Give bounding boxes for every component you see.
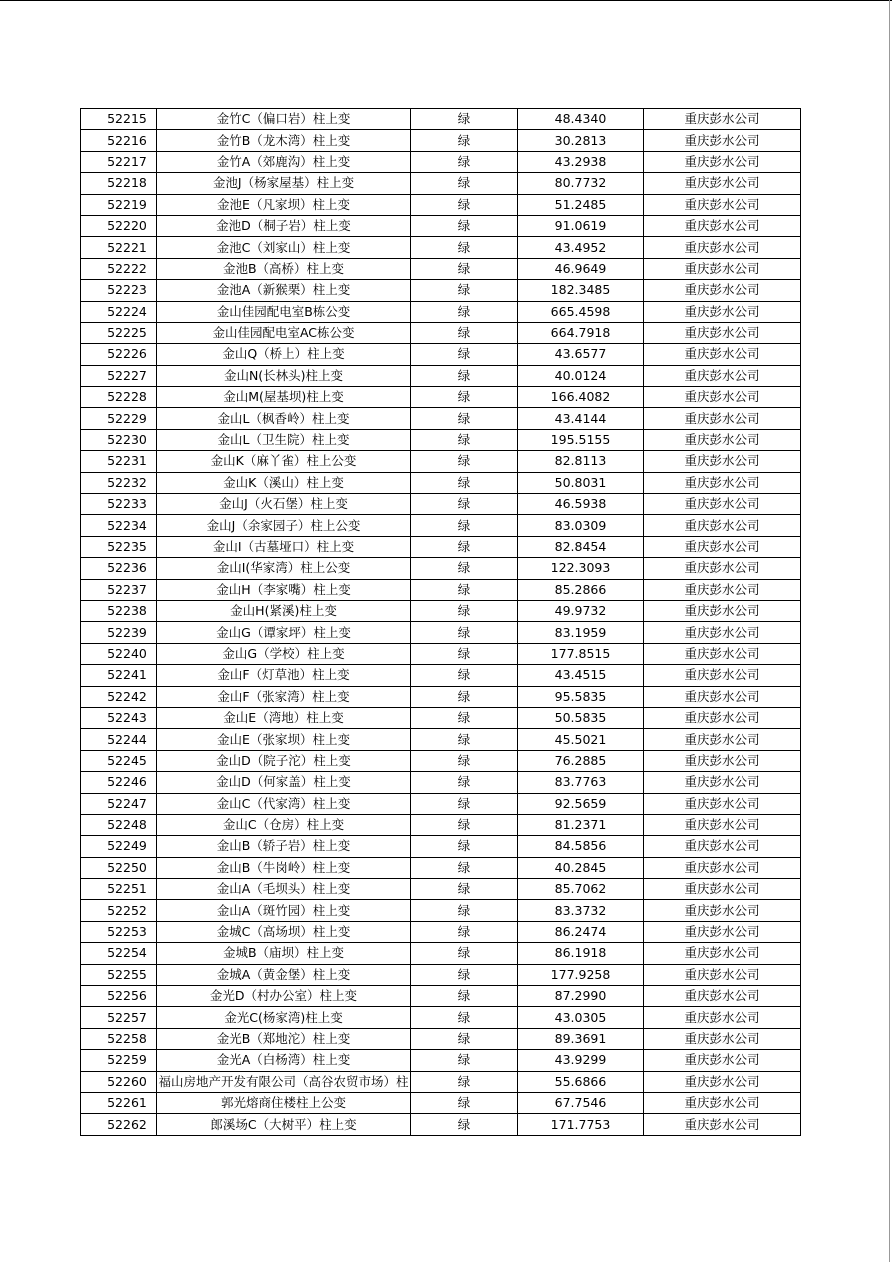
row-value-cell: 50.8031 [518, 472, 644, 493]
row-id-cell: 52243 [81, 707, 157, 728]
row-value-cell: 83.7763 [518, 772, 644, 793]
row-color-cell: 绿 [411, 943, 518, 964]
row-id-cell: 52246 [81, 772, 157, 793]
row-value-cell: 50.5835 [518, 707, 644, 728]
row-name-cell: 金山F（张家湾）柱上变 [157, 686, 411, 707]
row-company-cell: 重庆彭水公司 [644, 857, 801, 878]
row-company-cell: 重庆彭水公司 [644, 643, 801, 664]
table-row [81, 472, 801, 493]
row-value-cell: 30.2813 [518, 130, 644, 151]
table-row [81, 237, 801, 258]
table-row [81, 301, 801, 322]
row-id-cell: 52217 [81, 151, 157, 172]
row-id-cell: 52254 [81, 943, 157, 964]
row-company-cell: 重庆彭水公司 [644, 515, 801, 536]
row-value-cell: 43.2938 [518, 151, 644, 172]
row-company-cell: 重庆彭水公司 [644, 344, 801, 365]
row-company-cell: 重庆彭水公司 [644, 793, 801, 814]
row-value-cell: 81.2371 [518, 814, 644, 835]
row-company-cell: 重庆彭水公司 [644, 964, 801, 985]
row-company-cell: 重庆彭水公司 [644, 772, 801, 793]
row-name-cell: 福山房地产开发有限公司（高谷农贸市场）柱 [157, 1071, 411, 1092]
row-value-cell: 49.9732 [518, 600, 644, 621]
row-value-cell: 51.2485 [518, 194, 644, 215]
row-color-cell: 绿 [411, 109, 518, 130]
row-color-cell: 绿 [411, 258, 518, 279]
row-id-cell: 52244 [81, 729, 157, 750]
row-color-cell: 绿 [411, 879, 518, 900]
row-value-cell: 45.5021 [518, 729, 644, 750]
row-name-cell: 金山C（代家湾）柱上变 [157, 793, 411, 814]
row-value-cell: 83.0309 [518, 515, 644, 536]
row-id-cell: 52256 [81, 986, 157, 1007]
row-id-cell: 52247 [81, 793, 157, 814]
row-name-cell: 金山K（溪山）柱上变 [157, 472, 411, 493]
row-id-cell: 52251 [81, 879, 157, 900]
row-name-cell: 金山H（李家嘴）柱上变 [157, 579, 411, 600]
row-company-cell: 重庆彭水公司 [644, 879, 801, 900]
row-company-cell: 重庆彭水公司 [644, 280, 801, 301]
row-id-cell: 52233 [81, 494, 157, 515]
row-id-cell: 52253 [81, 921, 157, 942]
row-id-cell: 52237 [81, 579, 157, 600]
row-color-cell: 绿 [411, 707, 518, 728]
table-row [81, 1114, 801, 1135]
table-row [81, 451, 801, 472]
row-value-cell: 84.5856 [518, 836, 644, 857]
row-company-cell: 重庆彭水公司 [644, 1028, 801, 1049]
table-row [81, 814, 801, 835]
row-value-cell: 48.4340 [518, 109, 644, 130]
table-row [81, 109, 801, 130]
row-name-cell: 金山F（灯草池）柱上变 [157, 665, 411, 686]
row-value-cell: 665.4598 [518, 301, 644, 322]
row-company-cell: 重庆彭水公司 [644, 194, 801, 215]
row-name-cell: 金山B（牛岗岭）柱上变 [157, 857, 411, 878]
table-row [81, 365, 801, 386]
row-color-cell: 绿 [411, 451, 518, 472]
row-name-cell: 金山佳园配电室AC栋公变 [157, 322, 411, 343]
row-value-cell: 92.5659 [518, 793, 644, 814]
row-name-cell: 金山J（余家园子）柱上公变 [157, 515, 411, 536]
row-company-cell: 重庆彭水公司 [644, 301, 801, 322]
row-color-cell: 绿 [411, 686, 518, 707]
row-name-cell: 金山M(屋基坝)柱上变 [157, 387, 411, 408]
row-company-cell: 重庆彭水公司 [644, 1007, 801, 1028]
row-company-cell: 重庆彭水公司 [644, 986, 801, 1007]
row-company-cell: 重庆彭水公司 [644, 900, 801, 921]
row-value-cell: 80.7732 [518, 173, 644, 194]
row-name-cell: 金池B（高桥）柱上变 [157, 258, 411, 279]
row-company-cell: 重庆彭水公司 [644, 579, 801, 600]
row-color-cell: 绿 [411, 1071, 518, 1092]
table-row [81, 536, 801, 557]
row-id-cell: 52262 [81, 1114, 157, 1135]
row-color-cell: 绿 [411, 579, 518, 600]
table-row [81, 258, 801, 279]
table-row [81, 515, 801, 536]
row-company-cell: 重庆彭水公司 [644, 1092, 801, 1113]
row-name-cell: 金山E（张家坝）柱上变 [157, 729, 411, 750]
row-name-cell: 金光A（白杨湾）柱上变 [157, 1050, 411, 1071]
row-id-cell: 52249 [81, 836, 157, 857]
row-color-cell: 绿 [411, 151, 518, 172]
row-color-cell: 绿 [411, 173, 518, 194]
table-row [81, 215, 801, 236]
row-id-cell: 52261 [81, 1092, 157, 1113]
row-color-cell: 绿 [411, 515, 518, 536]
table-row [81, 494, 801, 515]
row-value-cell: 43.4515 [518, 665, 644, 686]
row-name-cell: 金池E（凡家坝）柱上变 [157, 194, 411, 215]
row-company-cell: 重庆彭水公司 [644, 665, 801, 686]
row-color-cell: 绿 [411, 536, 518, 557]
row-color-cell: 绿 [411, 472, 518, 493]
table-row [81, 600, 801, 621]
row-company-cell: 重庆彭水公司 [644, 536, 801, 557]
table-row [81, 643, 801, 664]
row-id-cell: 52227 [81, 365, 157, 386]
table-row [81, 879, 801, 900]
row-name-cell: 金光D（村办公室）柱上变 [157, 986, 411, 1007]
row-name-cell: 金山D（何家盖）柱上变 [157, 772, 411, 793]
row-value-cell: 83.3732 [518, 900, 644, 921]
row-company-cell: 重庆彭水公司 [644, 151, 801, 172]
table-row [81, 750, 801, 771]
row-value-cell: 89.3691 [518, 1028, 644, 1049]
page-right-border [889, 0, 890, 1262]
row-id-cell: 52252 [81, 900, 157, 921]
row-company-cell: 重庆彭水公司 [644, 494, 801, 515]
row-name-cell: 金光C(杨家湾)柱上变 [157, 1007, 411, 1028]
row-color-cell: 绿 [411, 986, 518, 1007]
row-id-cell: 52222 [81, 258, 157, 279]
row-value-cell: 166.4082 [518, 387, 644, 408]
row-color-cell: 绿 [411, 750, 518, 771]
row-name-cell: 金城B（庙坝）柱上变 [157, 943, 411, 964]
row-color-cell: 绿 [411, 1028, 518, 1049]
row-id-cell: 52226 [81, 344, 157, 365]
row-name-cell: 金山K（麻丫雀）柱上公变 [157, 451, 411, 472]
data-table [80, 108, 801, 1136]
row-color-cell: 绿 [411, 130, 518, 151]
row-name-cell: 金山C（仓房）柱上变 [157, 814, 411, 835]
row-value-cell: 82.8113 [518, 451, 644, 472]
row-company-cell: 重庆彭水公司 [644, 472, 801, 493]
table-row [81, 686, 801, 707]
row-id-cell: 52240 [81, 643, 157, 664]
table-body [81, 109, 801, 1136]
row-company-cell: 重庆彭水公司 [644, 1071, 801, 1092]
row-color-cell: 绿 [411, 772, 518, 793]
table-row [81, 387, 801, 408]
row-company-cell: 重庆彭水公司 [644, 109, 801, 130]
row-id-cell: 52229 [81, 408, 157, 429]
row-company-cell: 重庆彭水公司 [644, 600, 801, 621]
row-value-cell: 177.8515 [518, 643, 644, 664]
table-row [81, 1028, 801, 1049]
row-id-cell: 52236 [81, 558, 157, 579]
row-company-cell: 重庆彭水公司 [644, 1050, 801, 1071]
row-company-cell: 重庆彭水公司 [644, 173, 801, 194]
row-id-cell: 52221 [81, 237, 157, 258]
row-value-cell: 43.0305 [518, 1007, 644, 1028]
row-id-cell: 52235 [81, 536, 157, 557]
table-row [81, 1071, 801, 1092]
table-row [81, 344, 801, 365]
row-company-cell: 重庆彭水公司 [644, 836, 801, 857]
row-color-cell: 绿 [411, 322, 518, 343]
table-row [81, 622, 801, 643]
row-company-cell: 重庆彭水公司 [644, 558, 801, 579]
row-company-cell: 重庆彭水公司 [644, 1114, 801, 1135]
row-name-cell: 金山I（古墓垭口）柱上变 [157, 536, 411, 557]
table-row [81, 429, 801, 450]
row-value-cell: 182.3485 [518, 280, 644, 301]
row-company-cell: 重庆彭水公司 [644, 451, 801, 472]
table-row [81, 173, 801, 194]
row-company-cell: 重庆彭水公司 [644, 814, 801, 835]
row-color-cell: 绿 [411, 793, 518, 814]
row-company-cell: 重庆彭水公司 [644, 943, 801, 964]
row-color-cell: 绿 [411, 1114, 518, 1135]
row-name-cell: 金竹A（郊鹿沟）柱上变 [157, 151, 411, 172]
row-value-cell: 664.7918 [518, 322, 644, 343]
row-company-cell: 重庆彭水公司 [644, 622, 801, 643]
row-value-cell: 43.4952 [518, 237, 644, 258]
row-color-cell: 绿 [411, 1092, 518, 1113]
table-row [81, 707, 801, 728]
row-name-cell: 金池C（刘家山）柱上变 [157, 237, 411, 258]
row-name-cell: 金山佳园配电室B栋公变 [157, 301, 411, 322]
row-color-cell: 绿 [411, 729, 518, 750]
row-id-cell: 52231 [81, 451, 157, 472]
table-row [81, 836, 801, 857]
row-id-cell: 52257 [81, 1007, 157, 1028]
row-value-cell: 95.5835 [518, 686, 644, 707]
row-name-cell: 金山G（谭家坪）柱上变 [157, 622, 411, 643]
table-row [81, 151, 801, 172]
row-company-cell: 重庆彭水公司 [644, 387, 801, 408]
row-name-cell: 金池A（新猴栗）柱上变 [157, 280, 411, 301]
row-name-cell: 金竹B（龙木湾）柱上变 [157, 130, 411, 151]
row-name-cell: 金山A（毛坝头）柱上变 [157, 879, 411, 900]
row-color-cell: 绿 [411, 643, 518, 664]
row-color-cell: 绿 [411, 429, 518, 450]
row-value-cell: 40.0124 [518, 365, 644, 386]
row-color-cell: 绿 [411, 365, 518, 386]
row-id-cell: 52228 [81, 387, 157, 408]
row-company-cell: 重庆彭水公司 [644, 707, 801, 728]
row-value-cell: 46.5938 [518, 494, 644, 515]
table-row [81, 1007, 801, 1028]
row-value-cell: 195.5155 [518, 429, 644, 450]
row-id-cell: 52258 [81, 1028, 157, 1049]
table-row [81, 322, 801, 343]
table-row [81, 964, 801, 985]
row-name-cell: 金竹C（偏口岩）柱上变 [157, 109, 411, 130]
row-id-cell: 52234 [81, 515, 157, 536]
row-value-cell: 122.3093 [518, 558, 644, 579]
row-color-cell: 绿 [411, 1007, 518, 1028]
row-company-cell: 重庆彭水公司 [644, 686, 801, 707]
row-value-cell: 40.2845 [518, 857, 644, 878]
row-id-cell: 52241 [81, 665, 157, 686]
row-color-cell: 绿 [411, 622, 518, 643]
row-id-cell: 52225 [81, 322, 157, 343]
row-value-cell: 83.1959 [518, 622, 644, 643]
table-row [81, 1092, 801, 1113]
row-value-cell: 86.2474 [518, 921, 644, 942]
table-row [81, 579, 801, 600]
row-name-cell: 金城C（高场坝）柱上变 [157, 921, 411, 942]
row-id-cell: 52218 [81, 173, 157, 194]
row-id-cell: 52215 [81, 109, 157, 130]
row-id-cell: 52232 [81, 472, 157, 493]
row-value-cell: 171.7753 [518, 1114, 644, 1135]
table-row [81, 665, 801, 686]
row-value-cell: 43.6577 [518, 344, 644, 365]
row-company-cell: 重庆彭水公司 [644, 258, 801, 279]
page-top-border [0, 0, 892, 1]
row-value-cell: 46.9649 [518, 258, 644, 279]
row-value-cell: 85.2866 [518, 579, 644, 600]
row-company-cell: 重庆彭水公司 [644, 237, 801, 258]
row-name-cell: 金山B（轿子岩）柱上变 [157, 836, 411, 857]
row-id-cell: 52242 [81, 686, 157, 707]
row-color-cell: 绿 [411, 665, 518, 686]
table-row [81, 130, 801, 151]
table-row [81, 772, 801, 793]
row-name-cell: 金山I(华家湾）柱上公变 [157, 558, 411, 579]
table-row [81, 943, 801, 964]
row-id-cell: 52245 [81, 750, 157, 771]
table-row [81, 280, 801, 301]
row-company-cell: 重庆彭水公司 [644, 322, 801, 343]
row-color-cell: 绿 [411, 1050, 518, 1071]
row-color-cell: 绿 [411, 964, 518, 985]
row-company-cell: 重庆彭水公司 [644, 215, 801, 236]
table-row [81, 558, 801, 579]
row-color-cell: 绿 [411, 836, 518, 857]
row-name-cell: 金山N(长林头)柱上变 [157, 365, 411, 386]
row-name-cell: 金山L（枫香岭）柱上变 [157, 408, 411, 429]
row-name-cell: 金山L（卫生院）柱上变 [157, 429, 411, 450]
row-value-cell: 43.9299 [518, 1050, 644, 1071]
row-value-cell: 43.4144 [518, 408, 644, 429]
row-value-cell: 87.2990 [518, 986, 644, 1007]
row-name-cell: 金山H(紧溪)柱上变 [157, 600, 411, 621]
row-company-cell: 重庆彭水公司 [644, 408, 801, 429]
row-value-cell: 55.6866 [518, 1071, 644, 1092]
row-color-cell: 绿 [411, 857, 518, 878]
table-row [81, 986, 801, 1007]
row-id-cell: 52224 [81, 301, 157, 322]
row-id-cell: 52216 [81, 130, 157, 151]
row-value-cell: 82.8454 [518, 536, 644, 557]
row-company-cell: 重庆彭水公司 [644, 429, 801, 450]
row-name-cell: 金城A（黄金堡）柱上变 [157, 964, 411, 985]
row-id-cell: 52260 [81, 1071, 157, 1092]
row-id-cell: 52238 [81, 600, 157, 621]
row-name-cell: 金池J（杨家屋基）柱上变 [157, 173, 411, 194]
row-value-cell: 85.7062 [518, 879, 644, 900]
row-color-cell: 绿 [411, 921, 518, 942]
row-company-cell: 重庆彭水公司 [644, 750, 801, 771]
row-value-cell: 86.1918 [518, 943, 644, 964]
table-row [81, 921, 801, 942]
row-id-cell: 52239 [81, 622, 157, 643]
row-name-cell: 郎溪场C（大树平）柱上变 [157, 1114, 411, 1135]
row-id-cell: 52259 [81, 1050, 157, 1071]
row-value-cell: 91.0619 [518, 215, 644, 236]
table-row [81, 194, 801, 215]
row-company-cell: 重庆彭水公司 [644, 365, 801, 386]
row-value-cell: 177.9258 [518, 964, 644, 985]
row-id-cell: 52248 [81, 814, 157, 835]
row-company-cell: 重庆彭水公司 [644, 921, 801, 942]
row-company-cell: 重庆彭水公司 [644, 729, 801, 750]
table-row [81, 408, 801, 429]
row-id-cell: 52250 [81, 857, 157, 878]
row-company-cell: 重庆彭水公司 [644, 130, 801, 151]
row-color-cell: 绿 [411, 900, 518, 921]
row-id-cell: 52223 [81, 280, 157, 301]
row-color-cell: 绿 [411, 237, 518, 258]
row-color-cell: 绿 [411, 301, 518, 322]
row-id-cell: 52255 [81, 964, 157, 985]
table-row [81, 1050, 801, 1071]
row-color-cell: 绿 [411, 558, 518, 579]
row-color-cell: 绿 [411, 408, 518, 429]
row-name-cell: 金山J（火石堡）柱上变 [157, 494, 411, 515]
row-color-cell: 绿 [411, 194, 518, 215]
table-row [81, 900, 801, 921]
row-color-cell: 绿 [411, 280, 518, 301]
row-name-cell: 金山A（斑竹园）柱上变 [157, 900, 411, 921]
row-id-cell: 52219 [81, 194, 157, 215]
row-name-cell: 金山E（湾地）柱上变 [157, 707, 411, 728]
row-name-cell: 金光B（郑地沱）柱上变 [157, 1028, 411, 1049]
row-name-cell: 金池D（桐子岩）柱上变 [157, 215, 411, 236]
row-color-cell: 绿 [411, 215, 518, 236]
row-name-cell: 郭光熔商住楼柱上公变 [157, 1092, 411, 1113]
row-color-cell: 绿 [411, 387, 518, 408]
row-color-cell: 绿 [411, 494, 518, 515]
row-value-cell: 67.7546 [518, 1092, 644, 1113]
row-color-cell: 绿 [411, 814, 518, 835]
row-name-cell: 金山G（学校）柱上变 [157, 643, 411, 664]
row-color-cell: 绿 [411, 344, 518, 365]
row-value-cell: 76.2885 [518, 750, 644, 771]
row-name-cell: 金山Q（桥上）柱上变 [157, 344, 411, 365]
row-name-cell: 金山D（院子沱）柱上变 [157, 750, 411, 771]
row-id-cell: 52220 [81, 215, 157, 236]
table-row [81, 729, 801, 750]
table-row [81, 793, 801, 814]
row-color-cell: 绿 [411, 600, 518, 621]
table-row [81, 857, 801, 878]
row-id-cell: 52230 [81, 429, 157, 450]
